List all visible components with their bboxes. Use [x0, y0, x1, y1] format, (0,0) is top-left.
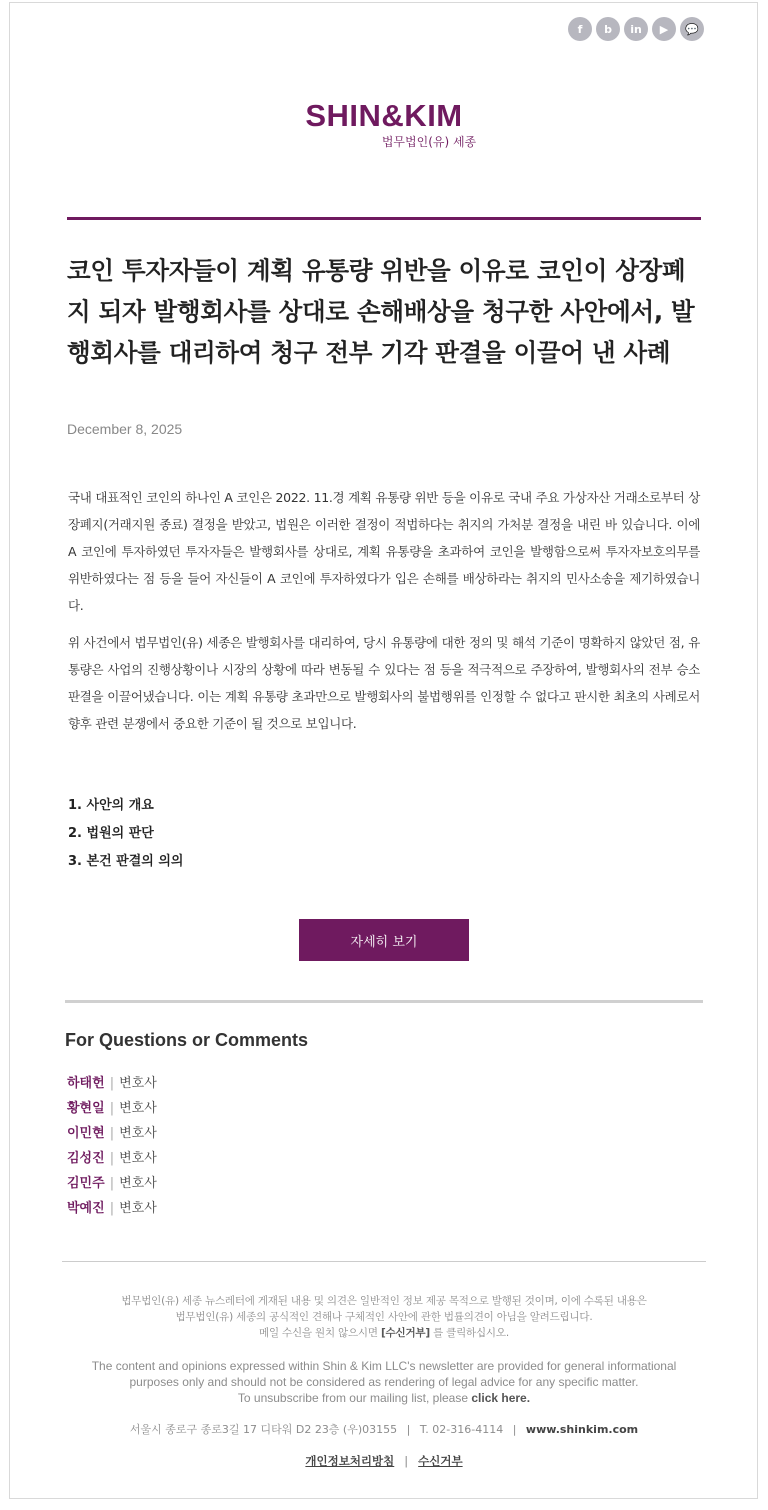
social-links: [568, 17, 704, 41]
separator: |: [109, 1126, 115, 1141]
disclaimer-line: [62, 1325, 706, 1341]
facebook-icon[interactable]: f: [568, 17, 592, 41]
questions-heading: For Questions or Comments: [65, 1030, 309, 1050]
contact-item: [67, 1171, 157, 1196]
separator: |: [109, 1076, 115, 1091]
disclaimer-line: 법무법인(유) 세종 뉴스레터에 게재된 내용 및 의견은 일반적인 정보 제공 목적으로 발행된 것이며, 이에 수록된 내용은: [121, 1295, 647, 1307]
contact-role: 변호사: [119, 1126, 157, 1141]
contact-name[interactable]: 하태헌: [67, 1076, 105, 1091]
separator: |: [109, 1101, 115, 1116]
unsubscribe-link-korean[interactable]: [수신거부]: [380, 1327, 430, 1339]
footer-disclaimer-english: [62, 1358, 706, 1406]
contact-name[interactable]: 황현일: [67, 1101, 105, 1116]
article-paragraph: 국내 대표적인 코인의 하나인 A 코인은 2022. 11.경 계획 유통량 위반 등을 이유로 국내 주요 가상자산 거래소로부터 상장폐지(거래지원 종료) 결정을 받았고, 법원은 이러한 결정이 적법하다는 취지의 가처분 결정을 내린 바 있습니다. 이에 A 코인에 투자하였던 투자자들은 발행회사를 상대로, 계획 유통량을 초과하여 코인을 발행함으로써 투자자보호의무를 위반하였다는 점 등을 들어 자신들이 A 코인에 투자하였다가 입은 손해를 배상하라는 취지의 민사소송을 제기하였습니다.: [68, 490, 700, 613]
contact-role: 변호사: [119, 1101, 157, 1116]
toc-item: 1. 사안의 개요: [68, 798, 154, 813]
contact-name[interactable]: 김민주: [67, 1176, 105, 1191]
unsubscribe-prompt: 메일 수신을 원치 않으시면: [259, 1327, 378, 1339]
separator: |: [404, 1454, 409, 1468]
unsubscribe-prompt-end: 를 클릭하십시오.: [433, 1327, 509, 1339]
contact-list: [67, 1071, 157, 1221]
header-divider: [67, 217, 701, 220]
contact-name[interactable]: 김성진: [67, 1151, 105, 1166]
article-date: December 8, 2025: [67, 421, 183, 437]
blog-icon[interactable]: b: [596, 17, 620, 41]
contact-role: 변호사: [119, 1076, 157, 1091]
contact-role: 변호사: [119, 1151, 157, 1166]
read-more-button[interactable]: 자세히 보기: [299, 919, 469, 961]
linkedin-icon[interactable]: in: [624, 17, 648, 41]
contact-role: 변호사: [119, 1201, 157, 1216]
unsubscribe-link[interactable]: 수신거부: [418, 1454, 463, 1468]
separator: |: [109, 1176, 115, 1191]
shinkim-logo[interactable]: [0, 100, 768, 150]
footer-disclaimer-korean: [62, 1293, 706, 1341]
contact-item: [67, 1071, 157, 1096]
logo-korean-name: 법무법인(유) 세종: [381, 135, 477, 149]
logo-wordmark: SHIN&KIM: [305, 98, 463, 133]
contact-item: [67, 1146, 157, 1171]
separator: |: [512, 1423, 517, 1436]
privacy-policy-link[interactable]: 개인정보처리방침: [305, 1454, 395, 1468]
click-here-link[interactable]: click here.: [471, 1391, 531, 1405]
website-link[interactable]: www.shinkim.com: [525, 1423, 639, 1436]
separator: |: [109, 1201, 115, 1216]
unsubscribe-prompt: To unsubscribe from our mailing list, please: [237, 1391, 469, 1405]
contact-item: [67, 1096, 157, 1121]
disclaimer-line: purposes only and should not be considered as rendering of legal advice for any specific matter.: [129, 1375, 639, 1389]
contact-role: 변호사: [119, 1176, 157, 1191]
contact-item: [67, 1121, 157, 1146]
section-divider: [65, 1000, 703, 1003]
separator: |: [406, 1423, 411, 1436]
disclaimer-line: The content and opinions expressed within Shin & Kim LLC's newsletter are provided for general informational: [91, 1359, 677, 1373]
article-body: [68, 484, 700, 747]
address-text: 서울시 종로구 종로3길 17 디타워 D2 23층 (우)03155: [129, 1423, 398, 1436]
toc-item: 2. 법원의 판단: [68, 826, 154, 841]
kakao-icon[interactable]: 💬: [680, 17, 704, 41]
footer-divider: [62, 1261, 706, 1262]
article-headline: 코인 투자자들이 계획 유통량 위반을 이유로 코인이 상장폐지 되자 발행회사를 상대로 손해배상을 청구한 사안에서, 발행회사를 대리하여 청구 전부 기각 판결을 이끌어 낸 사례: [67, 256, 695, 367]
youtube-icon[interactable]: ▶: [652, 17, 676, 41]
disclaimer-line: 법무법인(유) 세종의 공식적인 견해나 구체적인 사안에 관한 법률의견이 아님을 알려드립니다.: [175, 1311, 593, 1323]
article-paragraph: 위 사건에서 법무법인(유) 세종은 발행회사를 대리하여, 당시 유통량에 대한 정의 및 해석 기준이 명확하지 않았던 점, 유통량은 사업의 진행상황이나 시장의 상황에 따라 변동될 수 있다는 점 등을 적극적으로 주장하여, 발행회사의 전부 승소 판결을 이끌어냈습니다. 이는 계획 유통량 초과만으로 발행회사의 불법행위를 인정할 수 없다고 판시한 최초의 사례로서 향후 관련 분쟁에서 중요한 기준이 될 것으로 보입니다.: [68, 635, 700, 731]
contact-name[interactable]: 이민현: [67, 1126, 105, 1141]
newsletter-frame: [9, 2, 758, 1499]
contact-name[interactable]: 박예진: [67, 1201, 105, 1216]
footer-links: [62, 1453, 706, 1469]
contact-item: [67, 1196, 157, 1221]
toc-item: 3. 본건 판결의 의의: [68, 854, 184, 869]
separator: |: [109, 1151, 115, 1166]
phone-number: T. 02-316-4114: [419, 1423, 504, 1436]
office-address: [62, 1421, 706, 1437]
table-of-contents: [68, 792, 183, 876]
disclaimer-line: [62, 1390, 706, 1406]
